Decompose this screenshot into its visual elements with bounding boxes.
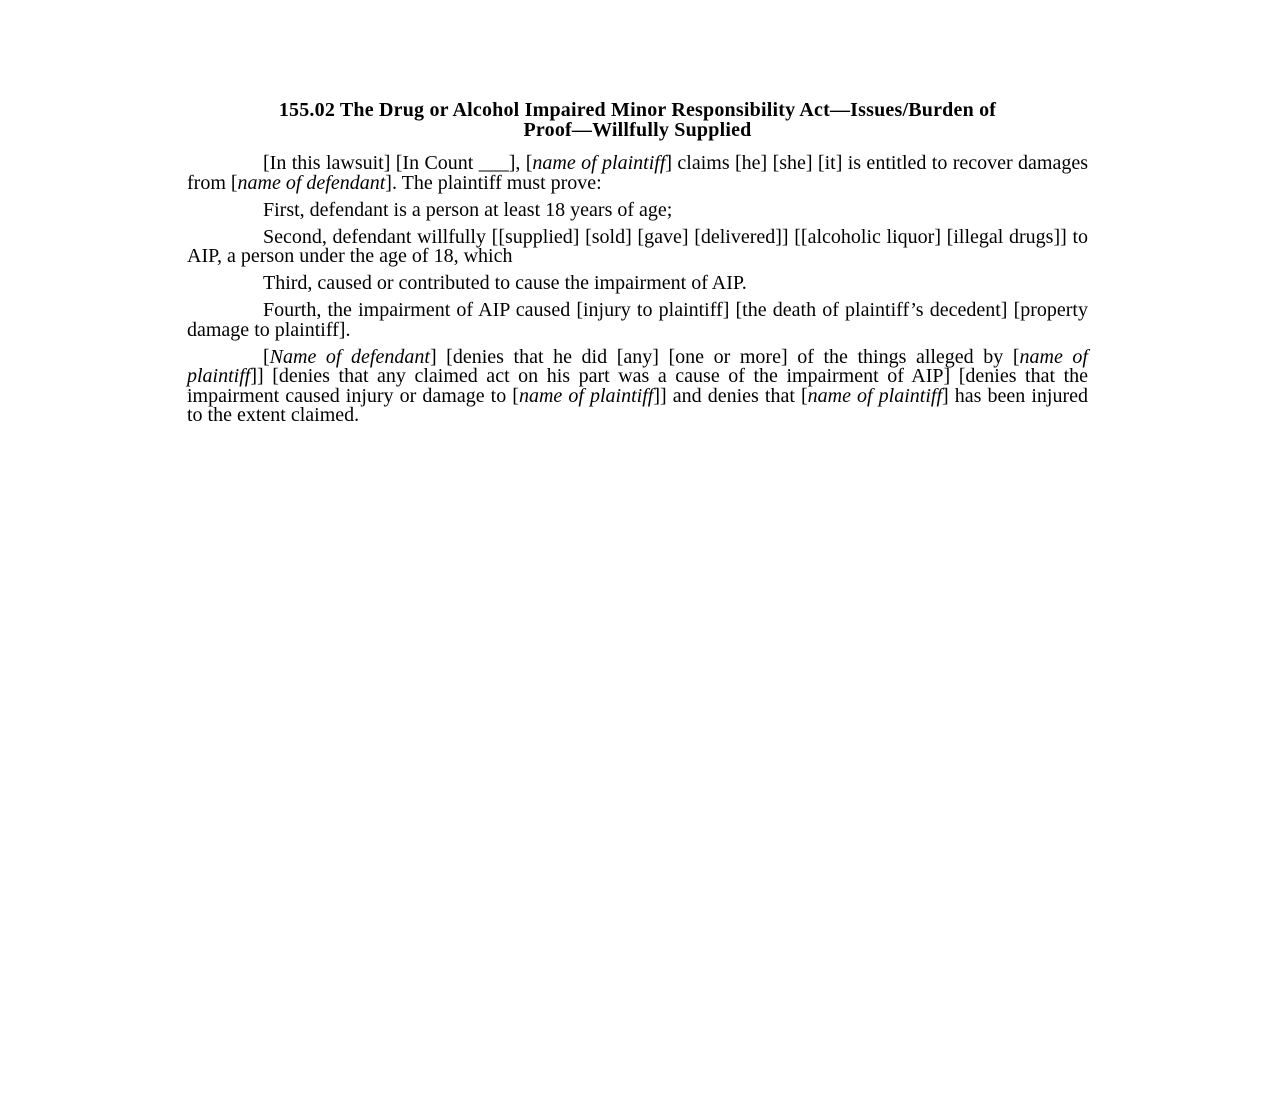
italic-run: name of plaintiff xyxy=(532,152,666,174)
document-content xyxy=(187,101,1088,426)
text-run: ]] and denies that [ xyxy=(653,384,808,407)
paragraph xyxy=(187,198,1088,221)
text-run: ]. The plaintiff must prove: xyxy=(385,171,602,194)
text-run: Second, defendant willfully [[supplied] [sold] [gave] [delivered]] [[alcoholic liquor] [illegal drugs]] to AIP, a person under the age of 18, which xyxy=(187,225,1088,267)
text-run: ] [denies that he did [any] [one or more] of the things alleged by [ xyxy=(429,345,1020,368)
document-title-line2: Proof—Willfully Supplied xyxy=(523,118,752,141)
paragraph xyxy=(187,225,1088,267)
document-title-line1: 155.02 The Drug or Alcohol Impaired Minor Responsibility Act—Issues/Burden of xyxy=(278,99,997,121)
text-run: First, defendant is a person at least 18 years of age; xyxy=(263,198,673,221)
italic-run: name of defendant xyxy=(237,171,386,194)
paragraph xyxy=(187,154,1088,193)
document-title xyxy=(187,101,1088,140)
text-run: Third, caused or contributed to cause the impairment of AIP. xyxy=(263,272,747,294)
italic-run: name of plaintiff xyxy=(518,384,654,407)
text-run: ] has been injured to the extent claimed. xyxy=(187,384,1088,426)
document-body xyxy=(187,154,1088,426)
text-run: ]] [denies that any claimed act on his part was a cause of the impairment of AIP] [denies that the impairment caused injury or damage to [ xyxy=(187,365,1088,407)
paragraph xyxy=(187,274,1088,294)
text-run: ] claims [he] [she] [it] is entitled to recover damages from [ xyxy=(187,152,1089,194)
italic-run: Name of defendant xyxy=(269,345,430,368)
text-run: Fourth, the impairment of AIP caused [injury to plaintiff] [the death of plaintiff’s decedent] [property damage to plaintiff]. xyxy=(187,299,1088,341)
italic-run: name of plaintiff xyxy=(807,384,943,407)
text-run: [ xyxy=(263,345,270,368)
italic-run: name of plaintiff xyxy=(187,345,1088,387)
paragraph xyxy=(187,301,1088,340)
paragraph xyxy=(187,345,1088,426)
text-run: [In this lawsuit] [In Count ___], [ xyxy=(263,152,533,174)
